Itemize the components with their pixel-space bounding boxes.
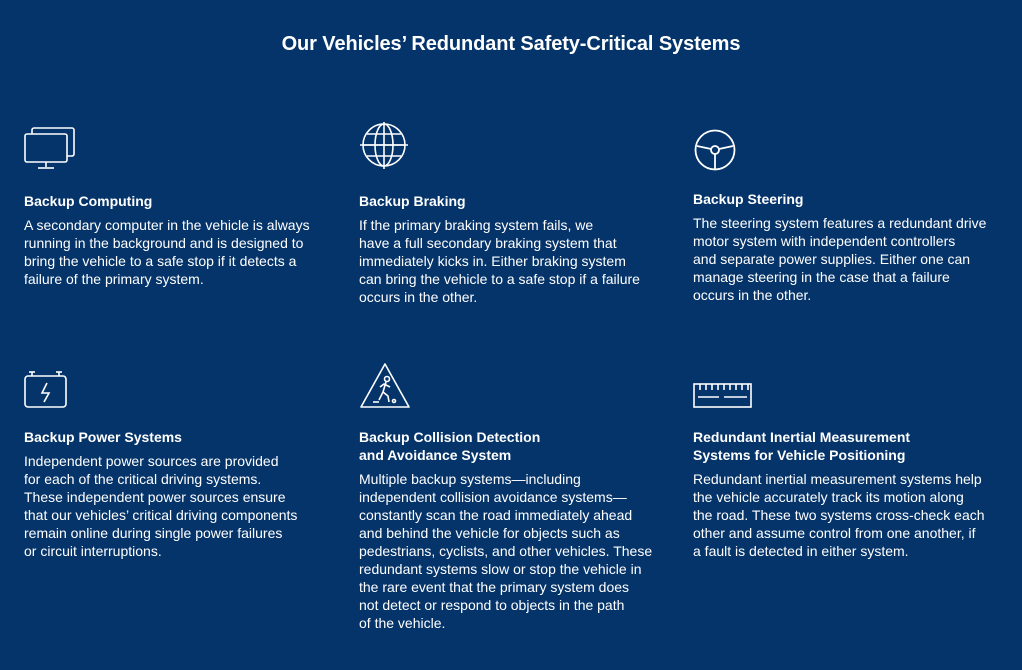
system-card-inertial-measurement [693,383,993,560]
system-heading: Backup Computing [24,193,153,209]
system-description: Multiple backup systems—including independent collision avoidance systems— constantly scan the road immediately ahead and behind the vehicle for objects such as pedestrians, cyclists, and other vehicles. These redundant systems slow or stop the vehicle in the rare event that the primary system does not detect or respond to objects in the path of the vehicle. [359,471,653,631]
system-description: If the primary braking system fails, we have a full secondary braking system that immediately kicks in. Either braking system can bring the vehicle to a safe stop if a failure occurs in the other. [359,217,640,305]
system-heading: Backup Collision Detection and Avoidance System [359,429,541,463]
system-heading: Redundant Inertial Measurement Systems for Vehicle Positioning [693,429,911,463]
system-description: A secondary computer in the vehicle is always running in the background and is designed to bring the vehicle to a safe stop if it detects a failure of the primary system. [24,217,310,287]
steering-wheel-icon [693,128,993,178]
system-description: Independent power sources are provided for each of the critical driving systems. These independent power sources ensure that our vehicles’ critical driving components remain online during single power failures or circuit interruptions. [24,453,298,559]
system-card-backup-power [24,370,324,560]
system-heading: Backup Power Systems [24,429,182,445]
monitor-icon [24,126,324,176]
globe-icon [359,121,659,171]
pedestrian-warning-icon [359,362,659,412]
battery-icon [24,370,324,420]
system-heading: Backup Braking [359,193,466,209]
system-card-backup-computing [24,126,324,288]
system-card-collision-avoidance [359,362,659,632]
system-card-backup-braking [359,121,659,306]
system-description: Redundant inertial measurement systems help the vehicle accurately track its motion along the road. These two systems cross-check each other and assume control from one another, if a fault is detected in either system. [693,471,985,559]
ruler-icon [693,383,993,433]
system-heading: Backup Steering [693,191,804,207]
system-description: The steering system features a redundant drive motor system with independent controllers and separate power supplies. Either one can manage steering in the case that a failure occurs in the other. [693,215,987,303]
page-title: Our Vehicles’ Redundant Safety-Critical Systems [281,33,741,55]
system-card-backup-steering [693,128,993,304]
